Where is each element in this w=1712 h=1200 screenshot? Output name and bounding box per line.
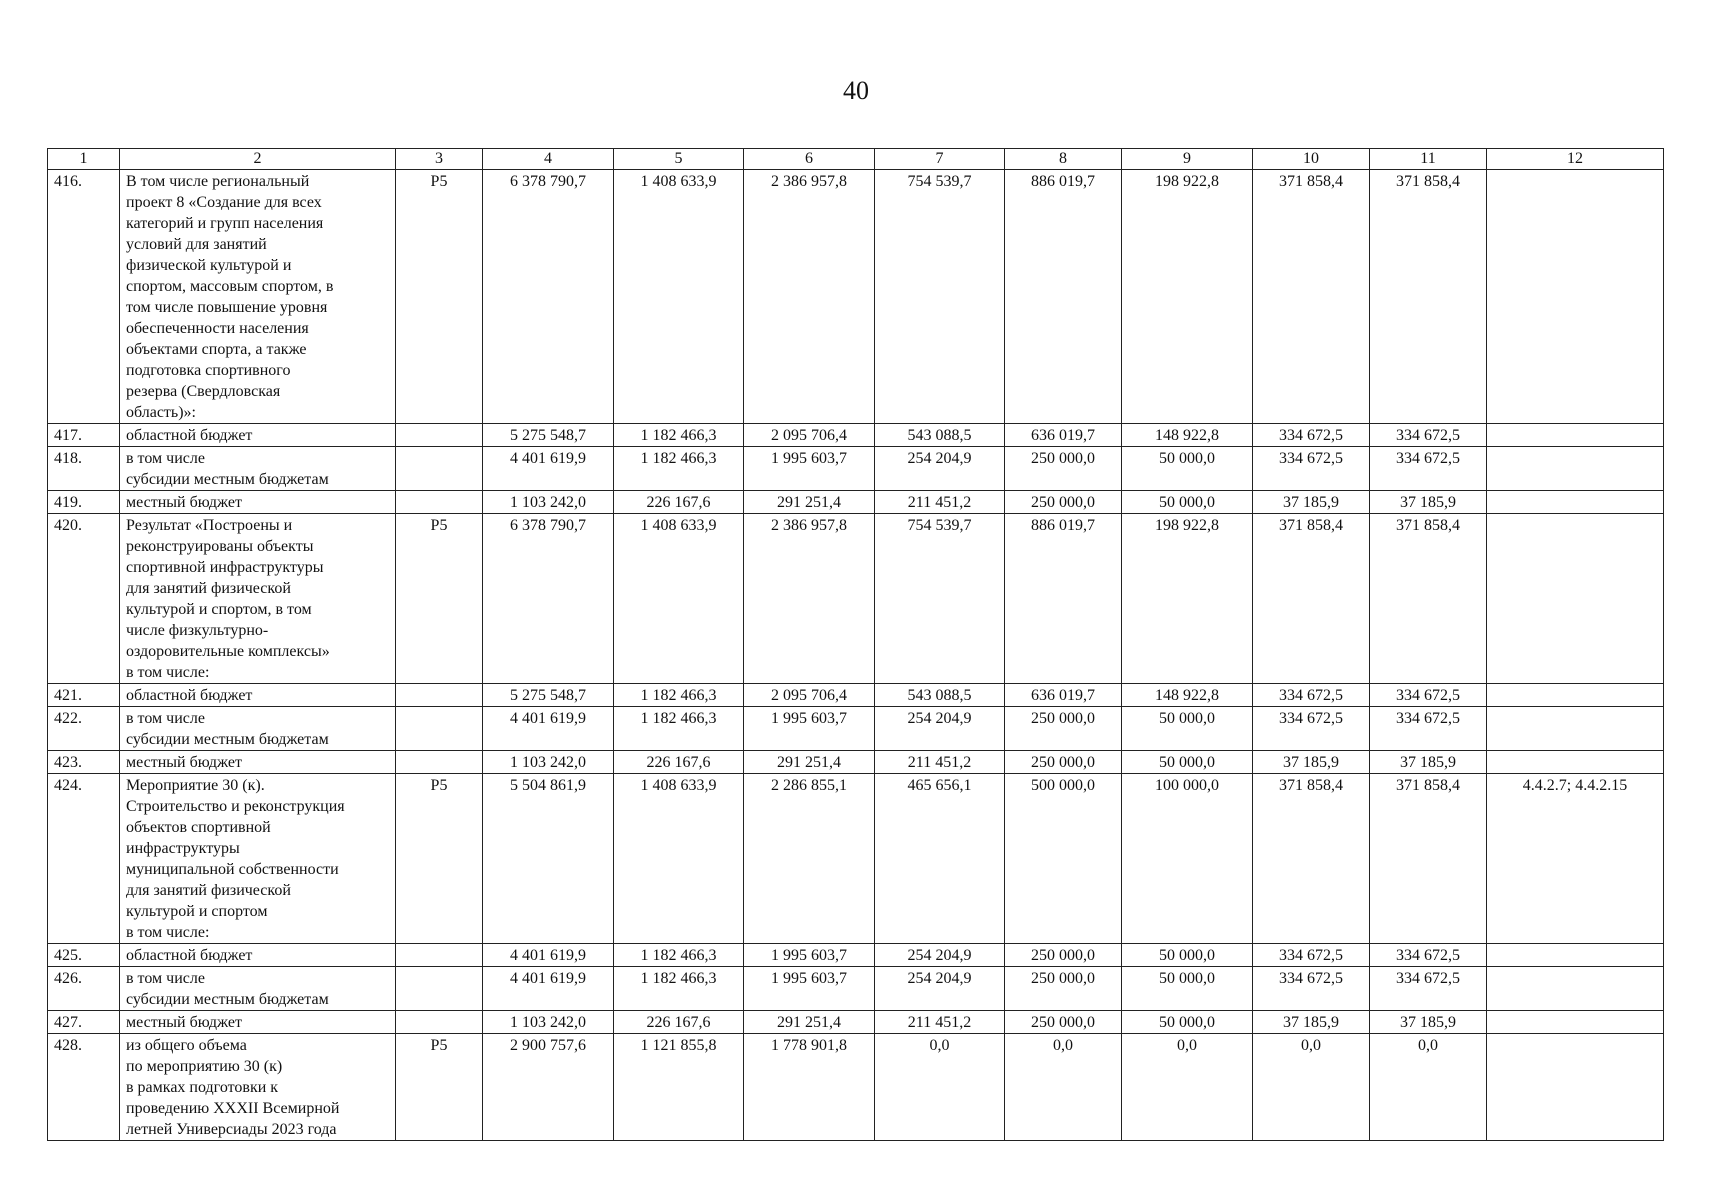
amount-cell: 50 000,0 — [1122, 707, 1253, 751]
amount-cell: 334 672,5 — [1253, 967, 1370, 1011]
reference-cell — [1487, 1034, 1664, 1141]
amount-cell: 1 408 633,9 — [614, 514, 744, 684]
row-number-cell: 420. — [48, 514, 120, 684]
amount-cell: 1 121 855,8 — [614, 1034, 744, 1141]
amount-cell: 465 656,1 — [875, 774, 1005, 944]
amount-cell: 2 900 757,6 — [483, 1034, 614, 1141]
amount-cell: 371 858,4 — [1253, 514, 1370, 684]
amount-cell: 211 451,2 — [875, 1011, 1005, 1034]
code-cell — [396, 491, 483, 514]
amount-cell: 6 378 790,7 — [483, 170, 614, 424]
code-cell — [396, 751, 483, 774]
description-cell: в том числе субсидии местным бюджетам — [120, 967, 396, 1011]
page-number: 40 — [843, 76, 869, 105]
row-number-cell: 418. — [48, 447, 120, 491]
amount-cell: 291 251,4 — [744, 751, 875, 774]
amount-cell: 37 185,9 — [1253, 751, 1370, 774]
description-cell: Мероприятие 30 (к). Строительство и реконструкция объектов спортивной инфраструктуры муниципальной собственности для занятий физической культурой и спортом в том числе: — [120, 774, 396, 944]
amount-cell: 37 185,9 — [1370, 751, 1487, 774]
description-cell: областной бюджет — [120, 424, 396, 447]
code-cell: Р5 — [396, 1034, 483, 1141]
amount-cell: 2 386 957,8 — [744, 514, 875, 684]
table-row — [48, 967, 1664, 1011]
code-cell: Р5 — [396, 170, 483, 424]
amount-cell: 211 451,2 — [875, 491, 1005, 514]
amount-cell: 5 275 548,7 — [483, 424, 614, 447]
amount-cell: 334 672,5 — [1370, 707, 1487, 751]
amount-cell: 1 103 242,0 — [483, 491, 614, 514]
amount-cell: 37 185,9 — [1370, 491, 1487, 514]
reference-cell — [1487, 491, 1664, 514]
amount-cell: 0,0 — [1122, 1034, 1253, 1141]
column-header: 6 — [744, 149, 875, 170]
amount-cell: 371 858,4 — [1370, 774, 1487, 944]
amount-cell: 254 204,9 — [875, 944, 1005, 967]
amount-cell: 250 000,0 — [1005, 751, 1122, 774]
row-number-cell: 426. — [48, 967, 120, 1011]
code-cell — [396, 944, 483, 967]
amount-cell: 291 251,4 — [744, 491, 875, 514]
amount-cell: 226 167,6 — [614, 1011, 744, 1034]
amount-cell: 4 401 619,9 — [483, 447, 614, 491]
column-number-row — [48, 149, 1664, 170]
amount-cell: 334 672,5 — [1253, 684, 1370, 707]
amount-cell: 886 019,7 — [1005, 514, 1122, 684]
amount-cell: 250 000,0 — [1005, 447, 1122, 491]
description-cell: В том числе региональный проект 8 «Создание для всех категорий и групп населения условий для занятий физической культурой и спортом, массовым спортом, в том числе повышение уровня обеспеченности населения объектами спорта, а также подготовка спортивного резерва (Свердловская область)»: — [120, 170, 396, 424]
amount-cell: 250 000,0 — [1005, 491, 1122, 514]
table-row — [48, 514, 1664, 684]
amount-cell: 226 167,6 — [614, 491, 744, 514]
amount-cell: 334 672,5 — [1253, 707, 1370, 751]
amount-cell: 500 000,0 — [1005, 774, 1122, 944]
description-cell: местный бюджет — [120, 491, 396, 514]
amount-cell: 334 672,5 — [1253, 447, 1370, 491]
amount-cell: 1 995 603,7 — [744, 707, 875, 751]
amount-cell: 5 275 548,7 — [483, 684, 614, 707]
amount-cell: 2 286 855,1 — [744, 774, 875, 944]
column-header: 7 — [875, 149, 1005, 170]
amount-cell: 1 995 603,7 — [744, 447, 875, 491]
amount-cell: 1 182 466,3 — [614, 944, 744, 967]
table-row — [48, 447, 1664, 491]
amount-cell: 1 995 603,7 — [744, 944, 875, 967]
row-number-cell: 421. — [48, 684, 120, 707]
amount-cell: 50 000,0 — [1122, 447, 1253, 491]
reference-cell — [1487, 170, 1664, 424]
row-number-cell: 419. — [48, 491, 120, 514]
amount-cell: 754 539,7 — [875, 170, 1005, 424]
reference-cell — [1487, 424, 1664, 447]
amount-cell: 198 922,8 — [1122, 514, 1253, 684]
amount-cell: 50 000,0 — [1122, 944, 1253, 967]
column-header: 2 — [120, 149, 396, 170]
amount-cell: 5 504 861,9 — [483, 774, 614, 944]
amount-cell: 1 182 466,3 — [614, 707, 744, 751]
amount-cell: 371 858,4 — [1253, 774, 1370, 944]
column-header: 10 — [1253, 149, 1370, 170]
amount-cell: 100 000,0 — [1122, 774, 1253, 944]
description-cell: местный бюджет — [120, 751, 396, 774]
reference-cell: 4.4.2.7; 4.4.2.15 — [1487, 774, 1664, 944]
table-row — [48, 1034, 1664, 1141]
row-number-cell: 428. — [48, 1034, 120, 1141]
amount-cell: 1 103 242,0 — [483, 751, 614, 774]
row-number-cell: 423. — [48, 751, 120, 774]
code-cell — [396, 447, 483, 491]
amount-cell: 0,0 — [1253, 1034, 1370, 1141]
amount-cell: 334 672,5 — [1370, 967, 1487, 1011]
amount-cell: 334 672,5 — [1370, 424, 1487, 447]
amount-cell: 2 095 706,4 — [744, 684, 875, 707]
amount-cell: 334 672,5 — [1370, 447, 1487, 491]
table-row — [48, 1011, 1664, 1034]
amount-cell: 250 000,0 — [1005, 967, 1122, 1011]
amount-cell: 250 000,0 — [1005, 1011, 1122, 1034]
amount-cell: 2 386 957,8 — [744, 170, 875, 424]
amount-cell: 50 000,0 — [1122, 967, 1253, 1011]
amount-cell: 334 672,5 — [1253, 944, 1370, 967]
amount-cell: 371 858,4 — [1253, 170, 1370, 424]
reference-cell — [1487, 684, 1664, 707]
reference-cell — [1487, 944, 1664, 967]
amount-cell: 148 922,8 — [1122, 684, 1253, 707]
row-number-cell: 427. — [48, 1011, 120, 1034]
row-number-cell: 424. — [48, 774, 120, 944]
amount-cell: 50 000,0 — [1122, 1011, 1253, 1034]
column-header: 4 — [483, 149, 614, 170]
amount-cell: 1 103 242,0 — [483, 1011, 614, 1034]
amount-cell: 50 000,0 — [1122, 491, 1253, 514]
amount-cell: 4 401 619,9 — [483, 967, 614, 1011]
table-row — [48, 491, 1664, 514]
table-row — [48, 424, 1664, 447]
amount-cell: 371 858,4 — [1370, 170, 1487, 424]
table-row — [48, 774, 1664, 944]
row-number-cell: 416. — [48, 170, 120, 424]
column-header: 5 — [614, 149, 744, 170]
reference-cell — [1487, 967, 1664, 1011]
amount-cell: 1 182 466,3 — [614, 424, 744, 447]
description-cell: из общего объема по мероприятию 30 (к) в рамках подготовки к проведению XXXII Всемирной летней Универсиады 2023 года — [120, 1034, 396, 1141]
description-cell: в том числе субсидии местным бюджетам — [120, 707, 396, 751]
amount-cell: 334 672,5 — [1370, 684, 1487, 707]
amount-cell: 254 204,9 — [875, 447, 1005, 491]
amount-cell: 37 185,9 — [1253, 491, 1370, 514]
column-header: 1 — [48, 149, 120, 170]
amount-cell: 1 182 466,3 — [614, 684, 744, 707]
description-cell: Результат «Построены и реконструированы объекты спортивной инфраструктуры для занятий физической культурой и спортом, в том числе физкультурно- оздоровительные комплексы» в том числе: — [120, 514, 396, 684]
reference-cell — [1487, 707, 1664, 751]
amount-cell: 211 451,2 — [875, 751, 1005, 774]
code-cell: Р5 — [396, 774, 483, 944]
code-cell: Р5 — [396, 514, 483, 684]
table-row — [48, 944, 1664, 967]
reference-cell — [1487, 514, 1664, 684]
amount-cell: 334 672,5 — [1253, 424, 1370, 447]
code-cell — [396, 967, 483, 1011]
amount-cell: 1 778 901,8 — [744, 1034, 875, 1141]
amount-cell: 1 408 633,9 — [614, 774, 744, 944]
amount-cell: 543 088,5 — [875, 424, 1005, 447]
column-header: 8 — [1005, 149, 1122, 170]
amount-cell: 636 019,7 — [1005, 684, 1122, 707]
amount-cell: 254 204,9 — [875, 967, 1005, 1011]
amount-cell: 250 000,0 — [1005, 707, 1122, 751]
description-cell: местный бюджет — [120, 1011, 396, 1034]
code-cell — [396, 707, 483, 751]
reference-cell — [1487, 751, 1664, 774]
reference-cell — [1487, 1011, 1664, 1034]
amount-cell: 4 401 619,9 — [483, 707, 614, 751]
amount-cell: 226 167,6 — [614, 751, 744, 774]
budget-table — [47, 148, 1664, 1141]
table-row — [48, 170, 1664, 424]
amount-cell: 0,0 — [875, 1034, 1005, 1141]
amount-cell: 1 182 466,3 — [614, 447, 744, 491]
reference-cell — [1487, 447, 1664, 491]
amount-cell: 2 095 706,4 — [744, 424, 875, 447]
amount-cell: 50 000,0 — [1122, 751, 1253, 774]
amount-cell: 543 088,5 — [875, 684, 1005, 707]
description-cell: областной бюджет — [120, 684, 396, 707]
description-cell: в том числе субсидии местным бюджетам — [120, 447, 396, 491]
amount-cell: 37 185,9 — [1370, 1011, 1487, 1034]
amount-cell: 0,0 — [1005, 1034, 1122, 1141]
table-row — [48, 751, 1664, 774]
amount-cell: 198 922,8 — [1122, 170, 1253, 424]
amount-cell: 37 185,9 — [1253, 1011, 1370, 1034]
column-header: 3 — [396, 149, 483, 170]
amount-cell: 6 378 790,7 — [483, 514, 614, 684]
amount-cell: 1 182 466,3 — [614, 967, 744, 1011]
table-row — [48, 707, 1664, 751]
column-header: 9 — [1122, 149, 1253, 170]
amount-cell: 1 995 603,7 — [744, 967, 875, 1011]
code-cell — [396, 1011, 483, 1034]
amount-cell: 250 000,0 — [1005, 944, 1122, 967]
amount-cell: 148 922,8 — [1122, 424, 1253, 447]
amount-cell: 4 401 619,9 — [483, 944, 614, 967]
row-number-cell: 417. — [48, 424, 120, 447]
amount-cell: 636 019,7 — [1005, 424, 1122, 447]
description-cell: областной бюджет — [120, 944, 396, 967]
code-cell — [396, 424, 483, 447]
amount-cell: 291 251,4 — [744, 1011, 875, 1034]
column-header: 12 — [1487, 149, 1664, 170]
amount-cell: 886 019,7 — [1005, 170, 1122, 424]
amount-cell: 0,0 — [1370, 1034, 1487, 1141]
amount-cell: 254 204,9 — [875, 707, 1005, 751]
row-number-cell: 425. — [48, 944, 120, 967]
table-row — [48, 684, 1664, 707]
amount-cell: 1 408 633,9 — [614, 170, 744, 424]
code-cell — [396, 684, 483, 707]
amount-cell: 371 858,4 — [1370, 514, 1487, 684]
amount-cell: 334 672,5 — [1370, 944, 1487, 967]
column-header: 11 — [1370, 149, 1487, 170]
amount-cell: 754 539,7 — [875, 514, 1005, 684]
row-number-cell: 422. — [48, 707, 120, 751]
